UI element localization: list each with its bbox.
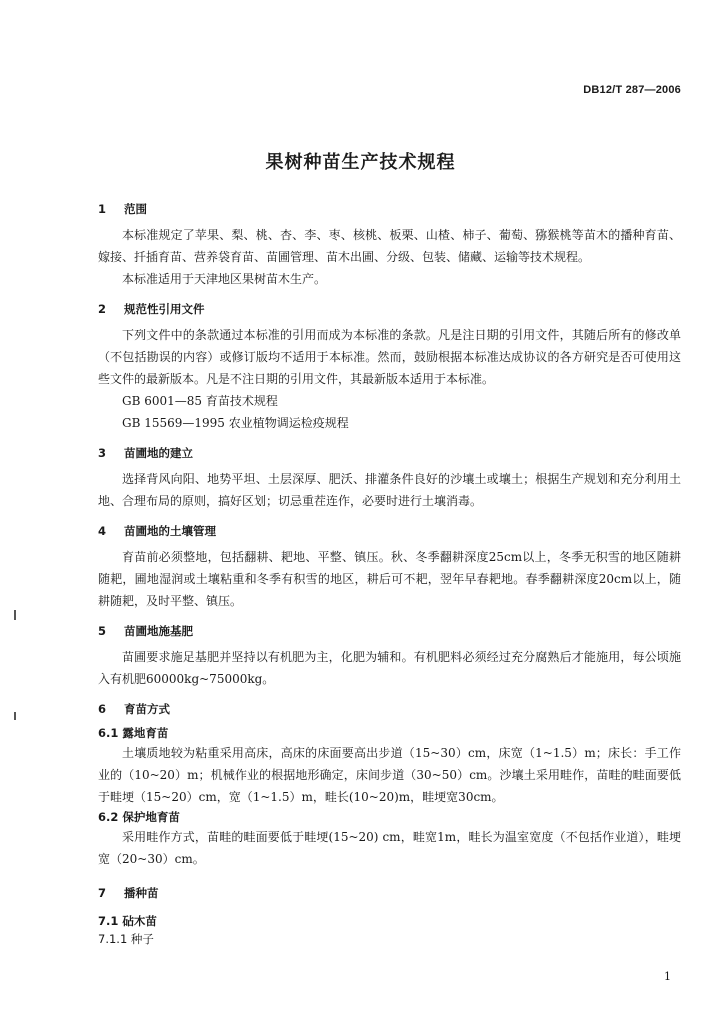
subsection-heading-7-1: 7.1 砧木苗 (98, 914, 157, 928)
section-title: 规范性引用文件 (124, 302, 205, 316)
section-heading-1 (98, 200, 681, 218)
section-title: 范围 (124, 202, 147, 216)
section-title: 苗圃地施基肥 (124, 624, 193, 638)
scan-mark (14, 610, 16, 620)
section-number: 7 (98, 886, 107, 900)
section-number: 3 (98, 446, 107, 460)
section-number: 2 (98, 302, 107, 316)
paragraph: 本标准适用于天津地区果树苗木生产。 (122, 272, 327, 286)
subsection-heading-6-1: 6.1 露地育苗 (98, 726, 169, 740)
paragraph: 选择背风向阳、地势平坦、土层深厚、肥沃、排灌条件良好的沙壤土或壤土；根据生产规划和充分利用土地、合理布局的原则，搞好区划；切忌重茬连作，必要时进行土壤消毒。 (98, 472, 681, 508)
section-number: 1 (98, 202, 107, 216)
section-number: 6 (98, 702, 107, 716)
reference-item: GB 15569—1995 农业植物调运检疫规程 (122, 416, 349, 430)
section-number: 4 (98, 524, 107, 538)
section-heading-6 (98, 700, 681, 718)
paragraph: 土壤质地较为粘重采用高床，高床的床面要高出步道（15~30）cm，床宽（1~1.5）m；床长：手工作业的（10~20）m；机械作业的根据地形确定，床间步道（30~50）cm。沙壤土采用畦作，苗畦的畦面要低于畦埂（15~20）cm，宽（1~1.5）m，畦长(10~20)m，畦埂宽30cm。 (98, 746, 681, 804)
subsection-heading-6-2: 6.2 保护地育苗 (98, 810, 180, 824)
section-title: 育苗方式 (124, 702, 170, 716)
section-title: 播种苗 (124, 886, 159, 900)
paragraph: 本标准规定了苹果、梨、桃、杏、李、枣、核桃、板栗、山楂、柿子、葡萄、猕猴桃等苗木的播种育苗、嫁接、扦插育苗、营养袋育苗、苗圃管理、苗木出圃、分级、包装、储藏、运输等技术规程。 (98, 228, 681, 264)
document-body (98, 200, 681, 948)
section-heading-5 (98, 622, 681, 640)
paragraph: 育苗前必须整地，包括翻耕、耙地、平整、镇压。秋、冬季翻耕深度25cm以上，冬季无积雪的地区随耕随耙，圃地湿润或土壤粘重和冬季有积雪的地区，耕后可不耙，翌年早春耙地。春季翻耕深度20cm以上，随耕随耙，及时平整、镇压。 (98, 550, 681, 608)
reference-item: GB 6001—85 育苗技术规程 (122, 394, 278, 408)
section-heading-4 (98, 522, 681, 540)
standard-code: DB12/T 287—2006 (583, 84, 681, 96)
section-heading-3 (98, 444, 681, 462)
section-number: 5 (98, 624, 107, 638)
paragraph: 采用畦作方式，苗畦的畦面要低于畦埂(15~20) cm，畦宽1m，畦长为温室宽度（不包括作业道），畦埂宽（20~30）cm。 (98, 830, 681, 866)
paragraph: 下列文件中的条款通过本标准的引用而成为本标准的条款。凡是注日期的引用文件，其随后所有的修改单（不包括勘误的内容）或修订版均不适用于本标准。然而，鼓励根据本标准达成协议的各方研究是否可使用这些文件的最新版本。凡是不注日期的引用文件，其最新版本适用于本标准。 (98, 328, 681, 386)
section-heading-2 (98, 300, 681, 318)
scan-mark (14, 712, 16, 720)
section-title: 苗圃地的建立 (124, 446, 193, 460)
paragraph: 苗圃要求施足基肥并坚持以有机肥为主，化肥为辅和。有机肥料必须经过充分腐熟后才能施用，每公顷施入有机肥60000kg~75000kg。 (98, 650, 681, 686)
section-title: 苗圃地的土壤管理 (124, 524, 216, 538)
subsection-heading-7-1-1: 7.1.1 种子 (98, 932, 154, 946)
page-number: 1 (664, 970, 671, 983)
section-heading-7 (98, 884, 681, 902)
document-title: 果树种苗生产技术规程 (265, 152, 456, 173)
